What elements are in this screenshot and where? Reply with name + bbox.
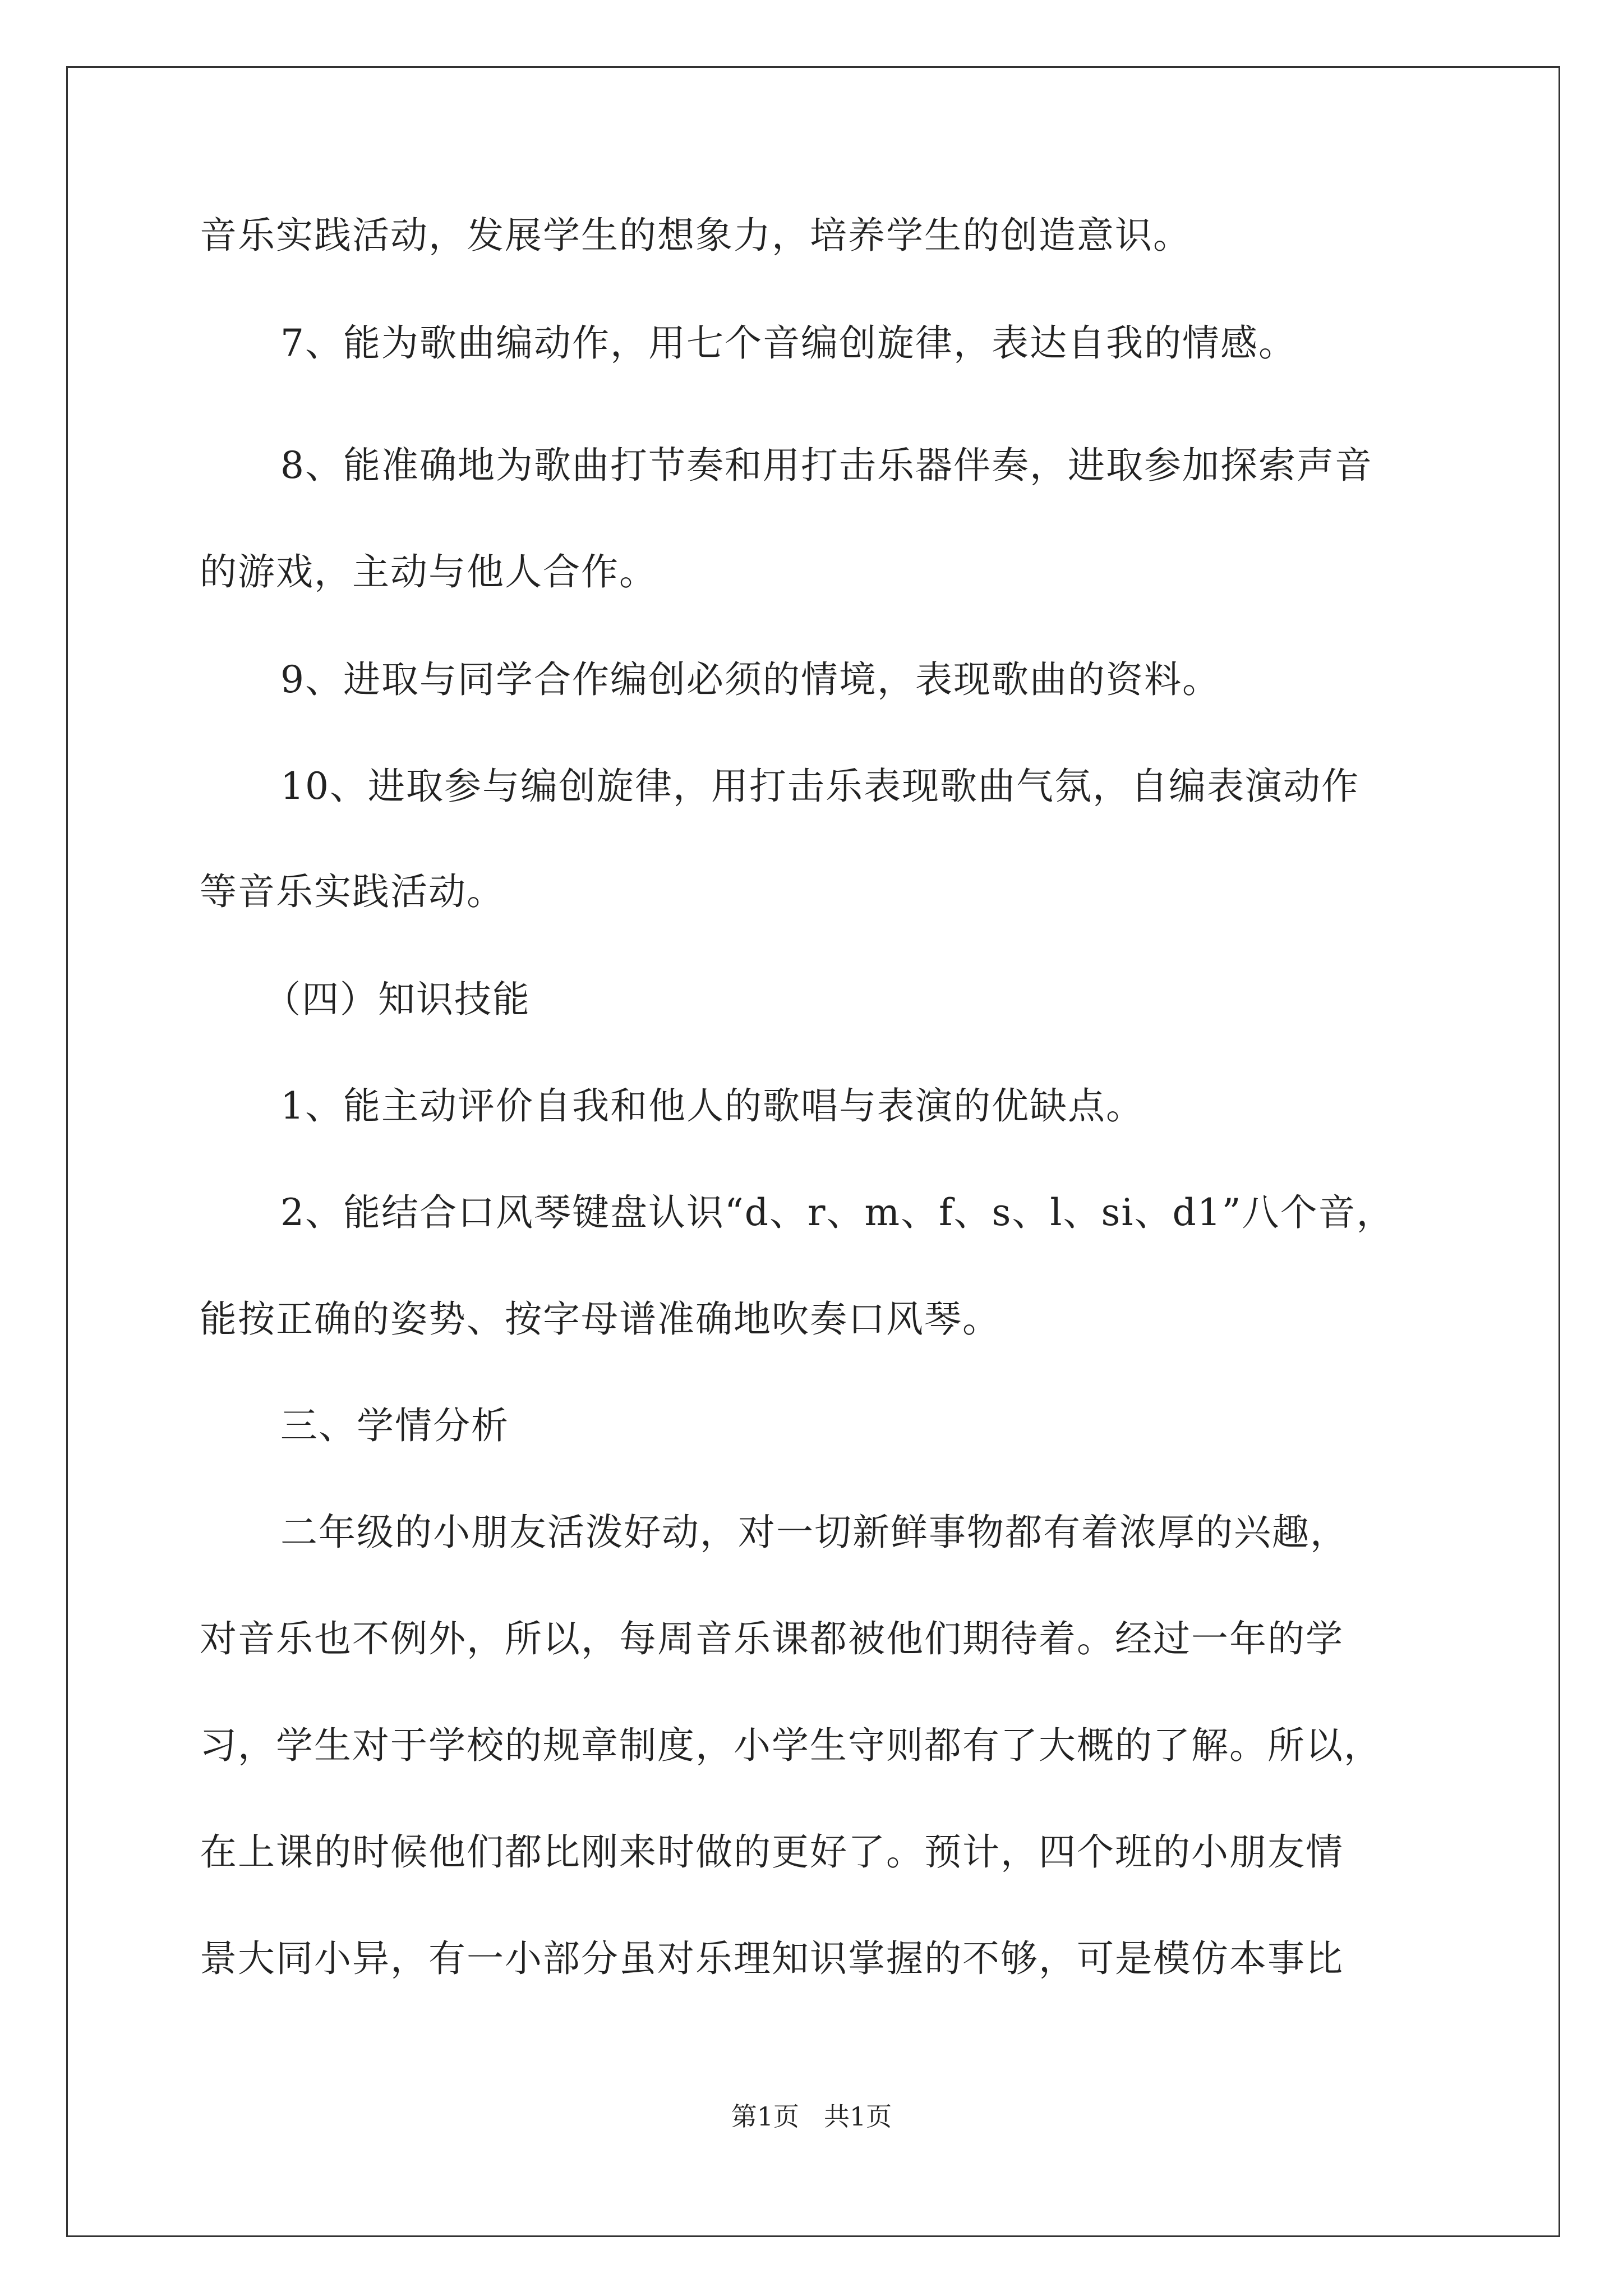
page-border	[66, 66, 1560, 2237]
text-line-2: 7、能为歌曲编动作，用七个音编创旋律，表达自我的情感。	[280, 321, 1297, 365]
text-line-4: 的游戏，主动与他人合作。	[200, 550, 657, 593]
text-line-10: 2、能结合口风琴键盘认识“d、r、m、f、s、l、si、d1”八个音，	[280, 1191, 1395, 1234]
text-line-16: 在上课的时候他们都比刚来时做的更好了。预计，四个班的小朋友情	[200, 1830, 1344, 1874]
page-total: 共1页	[824, 2101, 892, 2132]
text-line-6: 10、进取参与编创旋律，用打击乐表现歌曲气氛，自编表演动作	[280, 765, 1359, 808]
page-number: 第1页	[731, 2101, 799, 2132]
text-line-7: 等音乐实践活动。	[200, 870, 505, 913]
section-heading-learning-analysis: 三、学情分析	[280, 1404, 509, 1447]
page-footer	[0, 2101, 1623, 2132]
text-line-11: 能按正确的姿势、按字母谱准确地吹奏口风琴。	[200, 1297, 1000, 1341]
text-line-9: 1、能主动评价自我和他人的歌唱与表演的优缺点。	[280, 1084, 1144, 1128]
text-line-17: 景大同小异，有一小部分虽对乐理知识掌握的不够，可是模仿本事比	[200, 1937, 1344, 1980]
text-line-13: 二年级的小朋友活泼好动，对一切新鲜事物都有着浓厚的兴趣，	[280, 1511, 1348, 1554]
text-line-1: 音乐实践活动，发展学生的想象力，培养学生的创造意识。	[200, 214, 1191, 257]
text-line-3: 8、能准确地为歌曲打节奏和用打击乐器伴奏，进取参加探索声音	[280, 444, 1373, 487]
section-heading-knowledge-skills: （四）知识技能	[264, 978, 531, 1021]
text-line-14: 对音乐也不例外，所以，每周音乐课都被他们期待着。经过一年的学	[200, 1617, 1344, 1660]
text-line-5: 9、进取与同学合作编创必须的情境，表现歌曲的资料。	[280, 658, 1220, 701]
text-line-15: 习，学生对于学校的规章制度，小学生守则都有了大概的了解。所以，	[200, 1724, 1382, 1767]
